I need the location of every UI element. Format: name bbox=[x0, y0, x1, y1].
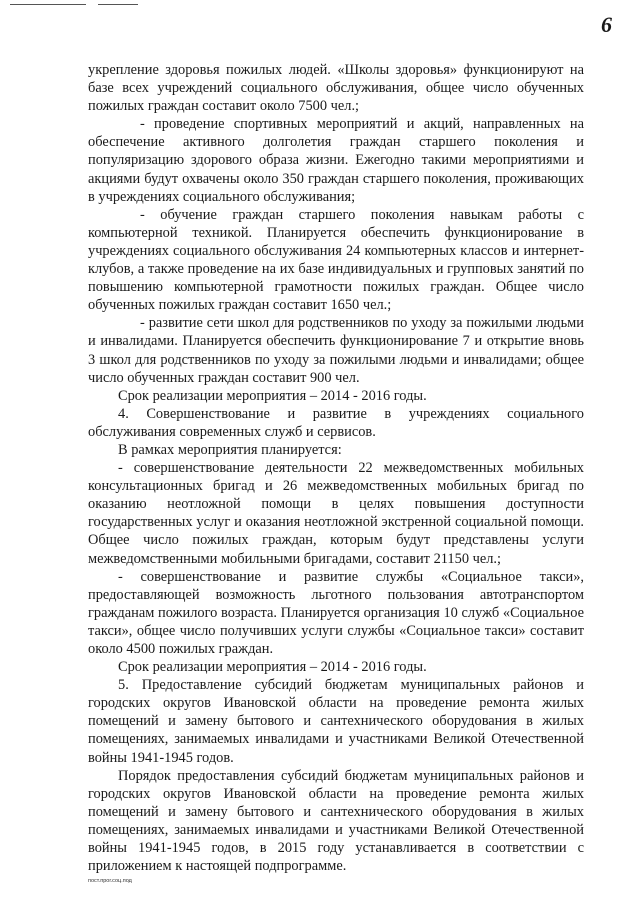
paragraph-computer-training: - обучение граждан старшего поколения навыкам работы с компьютерной техникой. Планируется обеспечить функционирование в учреждениях социального обслуживания 24 компьютерных классов и интернет-клубов, а также проведение на их базе индивидуальных и групповых занятий по повышению компьютерной грамотности пожилых граждан. Общее число обученных пожилых граждан составит 1650 чел.; bbox=[88, 206, 584, 314]
paragraph-health-schools: укрепление здоровья пожилых людей. «Школы здоровья» функционируют на базе всех учреждений социального обслуживания, общее число обученных пожилых граждан составит около 7500 чел.; bbox=[88, 62, 584, 115]
paragraph-sport-events: - проведение спортивных мероприятий и акций, направленных на обеспечение активного долголетия граждан старшего поколения и популяризацию здорового образа жизни. Ежегодно такими мероприятиями и акциями будут охвачены около 350 граждан старшего поколения, проживающих в учреждениях социального обслуживания; bbox=[88, 116, 584, 205]
paragraph-item-5-heading: 5. Предоставление субсидий бюджетам муниципальных районов и городских округов Ивановской области на проведение ремонта жилых помещений и замену бытового и сантехнического оборудования в жилых помещениях, занимаемых инвалидами и участниками Великой Отечественной войны 1941-1945 годов. bbox=[88, 677, 584, 766]
page-number: 6 bbox=[601, 12, 612, 37]
paragraph-term-2: Срок реализации мероприятия – 2014 - 2016 годы. bbox=[118, 659, 427, 676]
paragraph-mobile-brigades: - совершенствование деятельности 22 межведомственных мобильных консультационных бригад и 26 межведомственных мобильных бригад по оказанию неотложной помощи в целях повышения доступности государственных услуг и оказания неотложной экстренной социальной помощи. Общее число пожилых граждан, которым будут представлены услуги межведомственными мобильными бригадами, составит 21150 чел.; bbox=[88, 460, 584, 567]
paragraph-social-taxi: - совершенствование и развитие службы «Социальное такси», предоставляющей возможность льготного пользования автотранспортом гражданам пожилого возраста. Планируется организация 10 служб «Социальное такси», общее число получивших услуги службы «Социальное такси» составит около 4500 пожилых граждан. bbox=[88, 568, 584, 657]
document-body bbox=[88, 61, 584, 875]
header-rule-short bbox=[98, 4, 138, 5]
paragraph-term-1: Срок реализации мероприятия – 2014 - 2016 годы. bbox=[118, 387, 427, 404]
paragraph-relatives-schools: - развитие сети школ для родственников по уходу за пожилыми людьми и инвалидами. Планируется обеспечить функционирование 7 и открытие вновь 3 школ для родственников по уходу за пожилыми людьми и инвалидами; общее число обученных граждан составит 900 чел. bbox=[88, 315, 584, 386]
paragraph-item-4-heading: 4. Совершенствование и развитие в учреждениях социального обслуживания современных служб и сервисов. bbox=[88, 405, 584, 440]
paragraph-planned-intro: В рамках мероприятия планируется: bbox=[118, 441, 342, 458]
footer-file-label: пост.прог.соц.под bbox=[88, 878, 132, 884]
header-rule bbox=[10, 4, 86, 5]
paragraph-subsidy-procedure: Порядок предоставления субсидий бюджетам муниципальных районов и городских округов Ивановской области на проведение ремонта жилых помещений и замену бытового и сантехнического оборудования в жилых помещениях, занимаемых инвалидами и участниками Великой Отечественной войны 1941-1945 годов, в 2015 году устанавливается в соответствии с приложением к настоящей подпрограмме. bbox=[88, 767, 584, 875]
